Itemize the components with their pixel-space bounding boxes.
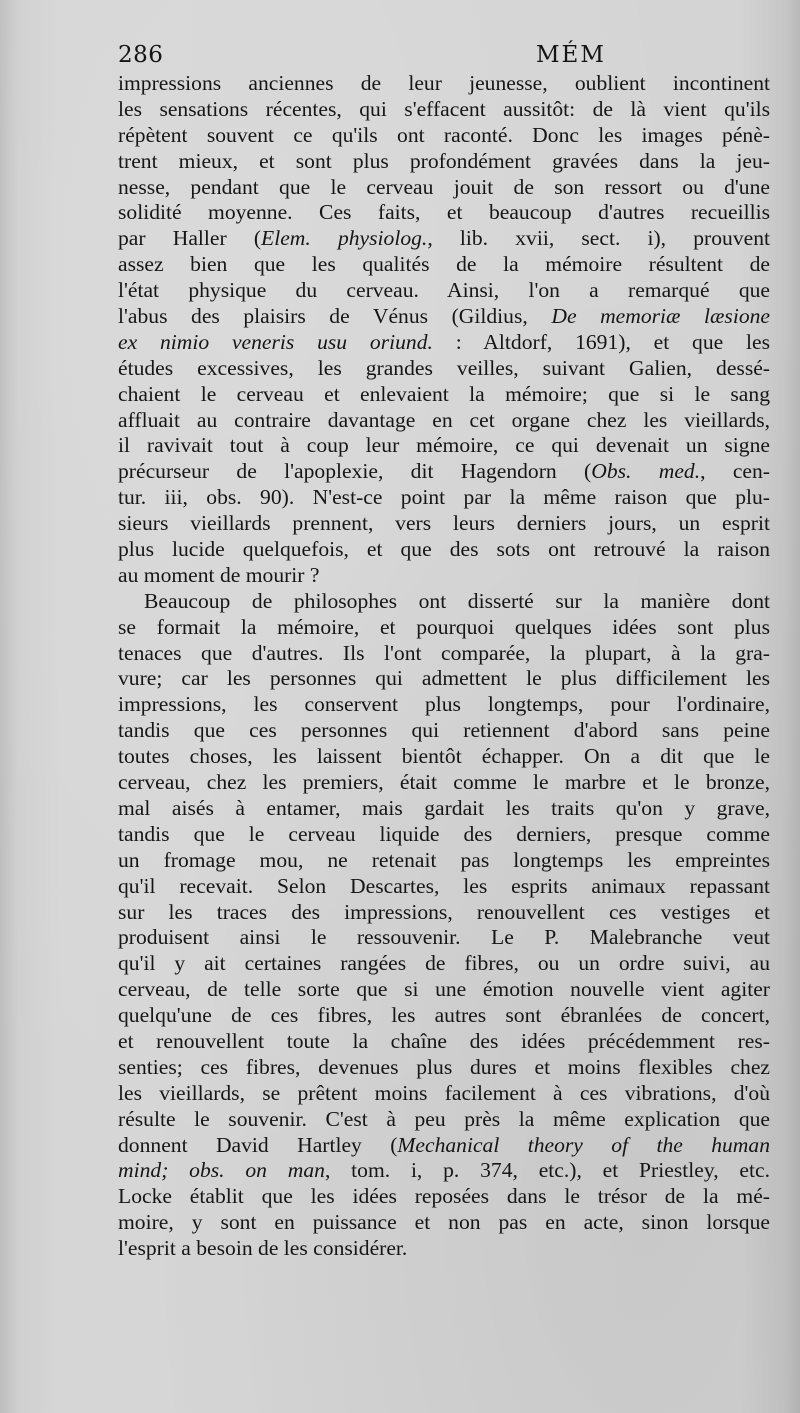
text-run: moire, y sont en puissance et non pas en acte, sinon lorsque [118,1210,770,1235]
text-line [118,459,770,485]
text-run: nesse, pendant que le cerveau jouit de son ressort ou d'une [118,174,770,199]
text-run: au moment de mourir ? [118,562,320,587]
text-line [118,511,770,537]
text-run: impressions anciennes de leur jeunesse, oublient incontinent [118,71,770,95]
text-line [118,97,770,123]
text-run: produisent ainsi le ressouvenir. Le P. Malebranche veut [118,925,770,950]
text-run: chaient le cerveau et enlevaient la mémoire; que si le sang [118,381,770,406]
text-run: par Haller ( [118,226,262,251]
text-run: senties; ces fibres, devenues plus dures et moins flexibles chez [118,1054,770,1079]
text-run: tandis que ces personnes qui retiennent d'abord sans peine [118,718,770,743]
text-run: et renouvellent toute la chaîne des idées précédemment res- [118,1028,770,1053]
paragraph [118,71,770,589]
text-run: les vieillards, se prêtent moins facilement à ces vibrations, d'où [118,1080,770,1105]
text-line [118,330,770,356]
italic-run: De memoriæ læsione [551,304,770,329]
text-line [118,278,770,304]
text-line [118,537,770,563]
paragraph [118,589,770,1262]
text-line [118,123,770,149]
text-run: cerveau, de telle sorte que si une émotion nouvelle vient agiter [118,977,770,1002]
text-line [118,1236,770,1262]
text-run: précurseur de l'apoplexie, dit Hagendorn ( [118,459,592,484]
italic-run: Elem. physiolog. [261,226,428,251]
text-line [118,770,770,796]
text-run: l'abus des plaisirs de Vénus (Gildius, [118,304,552,329]
text-line [118,408,770,434]
text-line [118,744,770,770]
text-line [118,589,770,615]
text-run: les sensations récentes, qui s'effacent aussitôt: de là vient qu'ils [118,96,770,121]
text-run: trent mieux, et sont plus profondément gravées dans la jeu- [118,148,770,173]
text-line [118,874,770,900]
text-line [118,175,770,201]
text-run: affluait au contraire davantage en cet organe chez les vieillards, [118,407,770,432]
text-line [118,226,770,252]
text-run: qu'il y ait certaines rangées de fibres, ou un ordre suivi, au [118,951,770,976]
text-line [118,1158,770,1184]
text-line [118,848,770,874]
text-line [118,200,770,226]
text-run: solidité moyenne. Ces faits, et beaucoup d'autres recueillis [118,200,770,225]
text-line [118,977,770,1003]
text-run: quelqu'une de ces fibres, les autres sont ébranlées de concert, [118,1003,770,1028]
text-run: tandis que le cerveau liquide des derniers, presque comme [118,821,770,846]
text-run: assez bien que les qualités de la mémoire résultent de [118,252,770,277]
text-run: qu'il recevait. Selon Descartes, les esprits animaux repassant [118,873,770,898]
text-line [118,304,770,330]
text-line [118,1184,770,1210]
text-run: , lib. xvii, sect. i), prouvent [427,226,770,251]
text-line [118,149,770,175]
text-line [118,433,770,459]
text-run: , cen- [700,459,770,484]
text-run: Locke établit que les idées reposées dans le trésor de la mé- [118,1184,770,1209]
text-run: cerveau, chez les premiers, était comme le marbre et le bronze, [118,770,770,795]
text-run: un fromage mou, ne retenait pas longtemps les empreintes [118,847,770,872]
text-run: se formait la mémoire, et pourquoi quelques idées sont plus [118,614,770,639]
text-line [118,615,770,641]
text-line [118,485,770,511]
text-line [118,71,770,97]
text-line [118,1210,770,1236]
text-run: l'état physique du cerveau. Ainsi, l'on a remarqué que [118,278,770,303]
text-run: sieurs vieillards prennent, vers leurs derniers jours, un esprit [118,511,770,536]
text-run: résulte le souvenir. C'est à peu près la même explication que [118,1106,770,1131]
text-line [118,1081,770,1107]
text-line [118,1133,770,1159]
text-run: , tom. i, p. 374, etc.), et Priestley, etc. [324,1158,770,1183]
running-head: MÉM [536,42,606,68]
text-line [118,925,770,951]
text-run: études excessives, les grandes veilles, suivant Galien, dessé- [118,355,770,380]
text-line [118,1003,770,1029]
text-line [118,252,770,278]
italic-run: mind; obs. on man [118,1158,325,1183]
italic-run: ex nimio veneris usu oriund. [118,329,433,354]
italic-run: Obs. med. [591,459,701,484]
text-line [118,951,770,977]
text-line [118,1107,770,1133]
text-run: vure; car les personnes qui admettent le plus difficilement les [118,666,770,691]
text-run: sur les traces des impressions, renouvellent ces vestiges et [118,899,770,924]
text-line [118,1055,770,1081]
text-run: l'esprit a besoin de les considérer. [118,1236,408,1261]
text-run: il ravivait tout à coup leur mémoire, ce qui devenait un signe [118,433,770,458]
text-line [118,692,770,718]
text-line [118,641,770,667]
text-run: tenaces que d'autres. Ils l'ont comparée, la plupart, à la gra- [118,640,770,665]
text-run: impressions, les conservent plus longtemps, pour l'ordinaire, [118,692,770,717]
text-run: toutes choses, les laissent bientôt échapper. On a dit que le [118,744,770,769]
text-run: répètent souvent ce qu'ils ont raconté. Donc les images pénè- [118,122,770,147]
text-line [118,1029,770,1055]
text-line [118,382,770,408]
text-run: Beaucoup de philosophes ont disserté sur la manière dont [144,588,770,613]
page-number: 286 [118,42,164,68]
text-run: mal aisés à entamer, mais gardait les traits qu'on y grave, [118,795,770,820]
text-line [118,822,770,848]
text-run: donnent David Hartley ( [118,1132,398,1157]
italic-run: Mechanical theory of the human [397,1132,770,1157]
text-run: : Altdorf, 1691), et que les [432,329,770,354]
text-line [118,356,770,382]
body-text [118,71,770,1262]
text-line [118,796,770,822]
text-line [118,666,770,692]
text-line [118,900,770,926]
text-line [118,718,770,744]
text-line [118,563,770,589]
text-run: plus lucide quelquefois, et que des sots ont retrouvé la raison [118,537,770,562]
text-run: tur. iii, obs. 90). N'est-ce point par la même raison que plu- [118,485,770,510]
